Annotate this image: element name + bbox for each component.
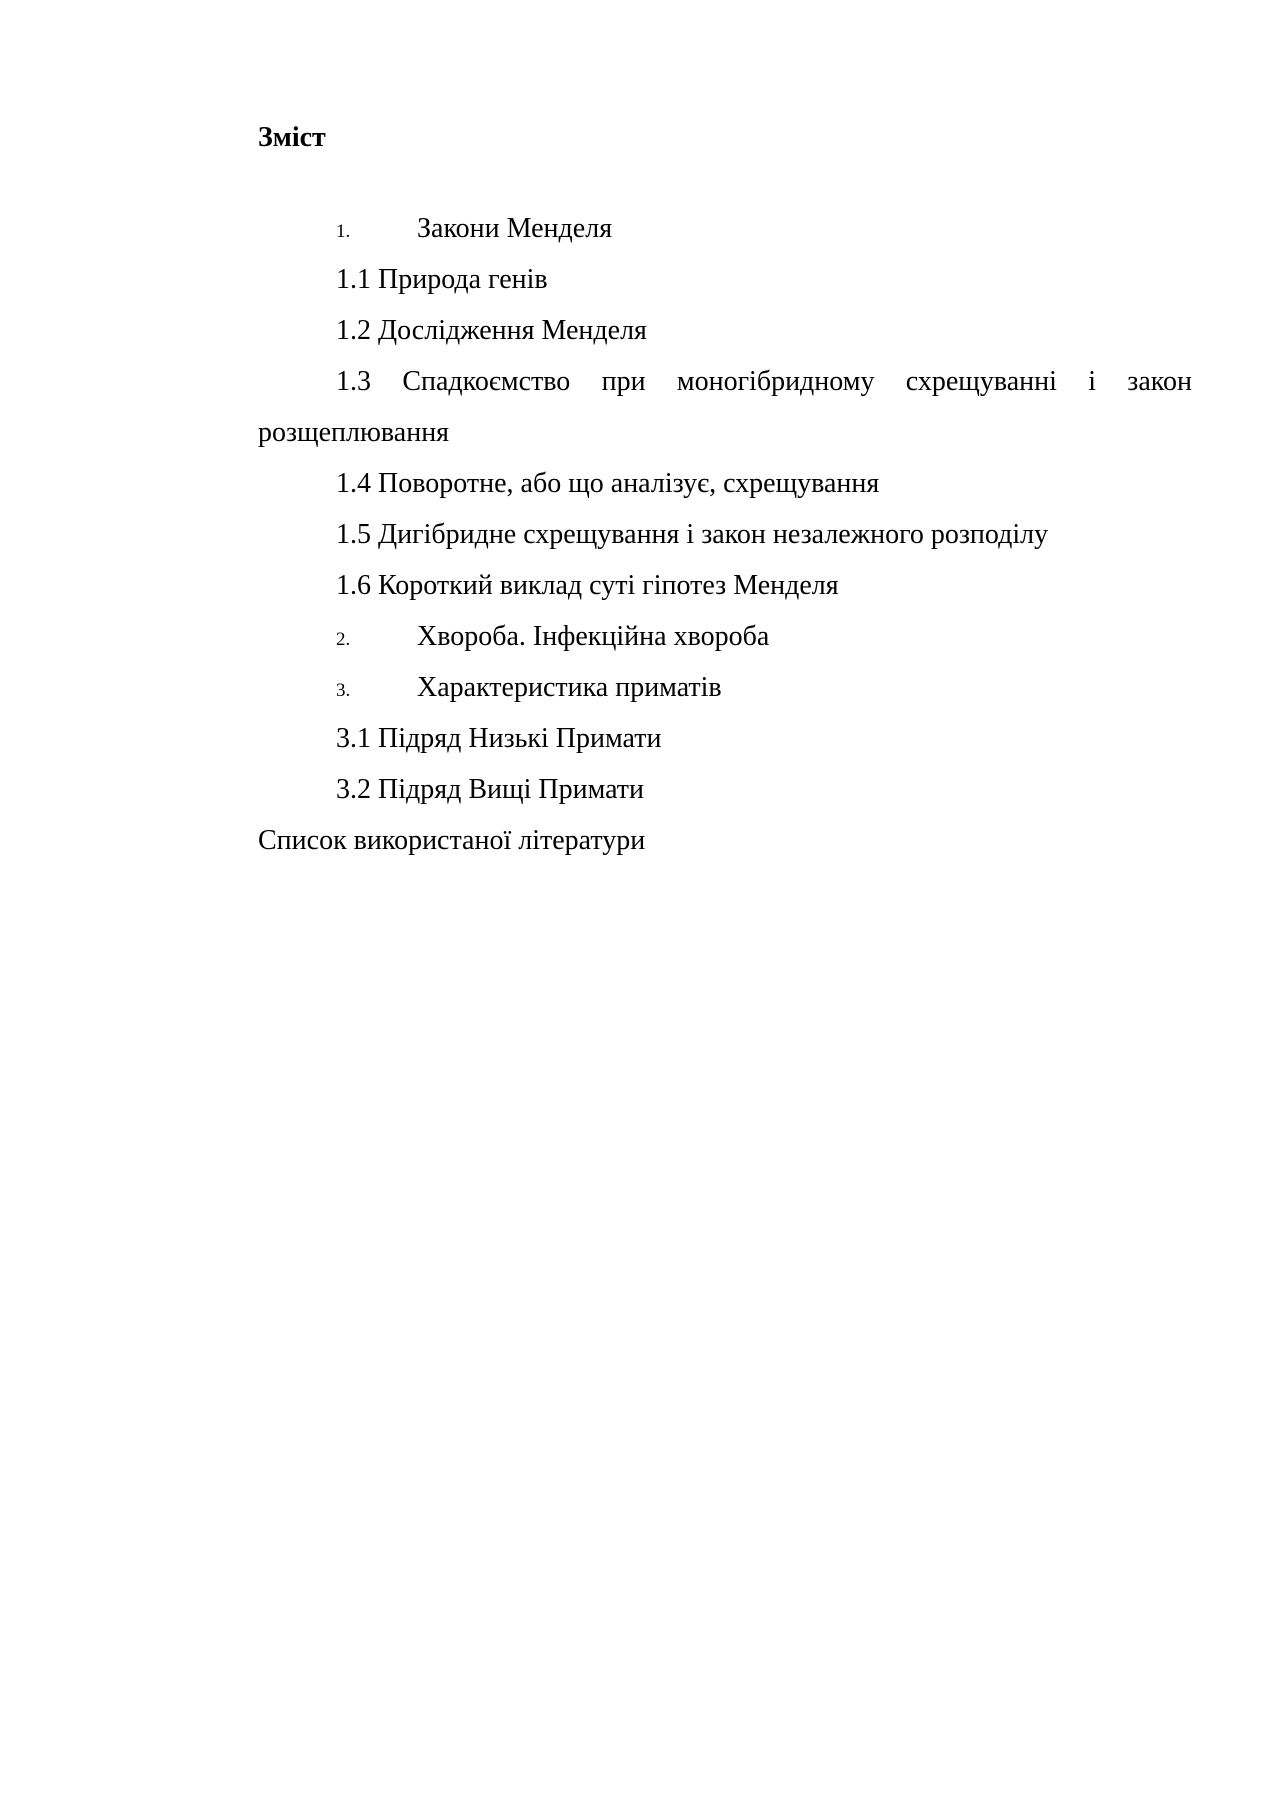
table-of-contents [258,203,1192,866]
toc-entry-text: 1.1 Природа генів [336,264,548,295]
toc-entry-number: 3. [336,680,351,701]
toc-entry-text: розщеплювання [258,417,450,448]
toc-entry-1-3 [258,356,1192,407]
toc-entry-number: 2. [336,629,351,650]
toc-title: Зміст [258,122,326,153]
toc-entry-2 [258,611,1192,662]
toc-entry-text: 1.6 Короткий виклад суті гіпотез Менделя [336,570,839,601]
toc-entry-word: моногібридному [676,366,875,397]
toc-entry-word: схрещуванні [905,366,1057,397]
toc-entry-text: Характеристика приматів [417,672,722,703]
toc-entry-1-4 [258,458,1192,509]
toc-entry-text: Хвороба. Інфекційна хвороба [417,621,770,652]
toc-entry-1-2 [258,305,1192,356]
toc-entry-text: Список використаної літератури [258,825,646,856]
toc-entry-word: і [1088,366,1096,397]
toc-entry-text: 3.1 Підряд Низькі Примати [336,723,662,754]
toc-entry-3-1 [258,713,1192,764]
toc-entry-1-1 [258,254,1192,305]
toc-entry-text: Закони Менделя [417,213,613,244]
toc-entry-word: 1.3 [336,366,371,397]
toc-entry-word: Спадкоємство [402,366,571,397]
toc-entry-word: при [601,366,646,397]
toc-entry-1-3-continuation [258,407,1192,458]
toc-entry-text: 1.2 Дослідження Менделя [336,315,647,346]
toc-entry-text: 1.5 Дигібридне схрещування і закон незалежного розподілу [336,519,1049,550]
toc-entry-text: 1.4 Поворотне, або що аналізує, схрещування [336,468,880,499]
toc-entry-1-6 [258,560,1192,611]
toc-entry-references [258,815,1192,866]
toc-entry-text: 3.2 Підряд Вищі Примати [336,774,645,805]
toc-entry-number: 1. [336,221,351,242]
toc-entry-1 [258,203,1192,254]
toc-entry-word: закон [1127,366,1192,397]
toc-entry-3 [258,662,1192,713]
toc-entry-1-5 [258,509,1192,560]
toc-entry-3-2 [258,764,1192,815]
